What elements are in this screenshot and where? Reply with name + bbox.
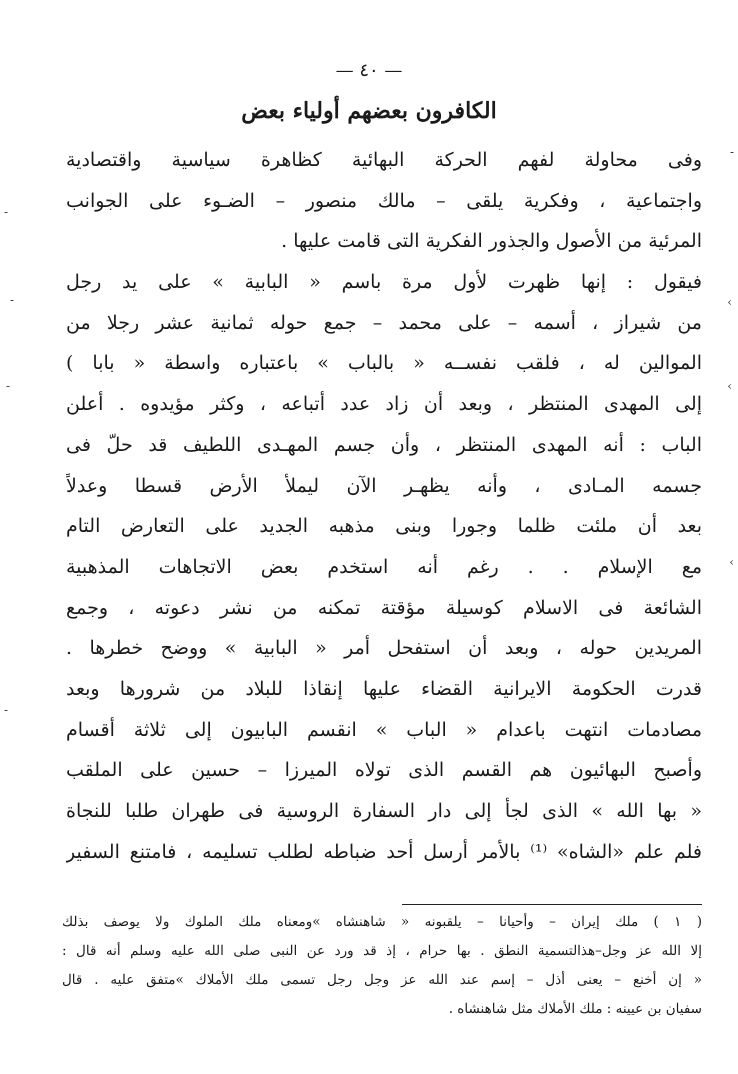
body-line: فيقول : إنها ظهرت لأول مرة باسم « البابية » على يد رجل bbox=[66, 271, 702, 294]
body-text bbox=[66, 140, 702, 872]
body-line: واجتماعية ، وفكرية يلقى – مالك منصور – الضـوء على الجوانب bbox=[66, 189, 702, 212]
body-line: قدرت الحكومة الايرانية القضاء عليها إنقاذا للبلاد من شرورها وبعد bbox=[66, 677, 702, 700]
body-line: جسمه المـادى ، وأنه يظهـر الآن ليملأ الأرض قسطا وعدلاً bbox=[66, 474, 702, 497]
body-line: المرئية من الأصول والجذور الفكرية التى قامت عليها . bbox=[281, 230, 702, 253]
margin-mark: - bbox=[10, 293, 15, 307]
body-line: المريدين حوله ، وبعد أن استفحل أمر « البابية » ووضح خطرها . bbox=[66, 637, 702, 660]
margin-mark: - bbox=[729, 145, 734, 159]
margin-mark: - bbox=[6, 379, 11, 393]
body-line: فلم علم «الشاه» ⁽¹⁾ بالأمر أرسل أحد ضباطه لطلب تسليمه ، فامتنع السفير bbox=[66, 840, 702, 863]
margin-mark: - bbox=[4, 703, 9, 717]
body-line: « بها الله » الذى لجأ إلى دار السفارة الروسية فى طهران طلبا للنجاة bbox=[66, 800, 702, 822]
footnotes bbox=[62, 908, 702, 1024]
page-number: — ٤٠ — bbox=[335, 60, 403, 81]
body-line: بعد أن ملئت ظلما وجورا وبنى مذهبه الجديد على التعارض التام bbox=[66, 515, 702, 538]
footnote-line: « إن أخنع – يعنى أذل – إسم عند الله عز وجل رجل تسمى ملك الأملاك »متفق عليه . قال bbox=[62, 972, 702, 988]
footnote-line: سفيان بن عيينه : ملك الأملاك مثل شاهنشاه . bbox=[448, 1001, 702, 1017]
footnote-separator bbox=[402, 904, 702, 905]
body-line: الشائعة فى الاسلام كوسيلة مؤقتة تمكنه من نشر دعوته ، وجمع bbox=[66, 596, 702, 619]
chapter-title: الكافرون بعضهم أولياء بعض bbox=[241, 98, 497, 124]
margin-mark: - bbox=[4, 205, 9, 219]
margin-mark: ‹ bbox=[727, 295, 732, 309]
body-line: وفى محاولة لفهم الحركة البهائية كظاهرة سياسية واقتصادية bbox=[66, 149, 702, 171]
body-line: الباب : أنه المهدى المنتظر ، وأن جسم المهـدى اللطيف قد حلّ فى bbox=[66, 433, 702, 456]
body-line: مع الإسلام . . رغم أنه استخدم بعض الاتجاهات المذهبية bbox=[66, 555, 702, 578]
body-line: إلى المهدى المنتظر ، وبعد أن زاد عدد أتباعه ، وكثر مؤيدوه . أعلن bbox=[66, 393, 702, 416]
body-line: وأصبح البهائيون هم القسم الذى تولاه الميرزا – حسين على الملقب bbox=[66, 759, 702, 782]
body-line: الموالين له ، فلقب نفســه « بالباب » باعتباره واسطة « بابا ) bbox=[66, 352, 702, 375]
body-line: مصادمات انتهت باعدام « الباب » انقسم البابيون إلى ثلاثة أقسام bbox=[66, 718, 702, 741]
footnote-line: إلا الله عز وجل–هذالتسمية النطق . بها حرام ، إذ قد ورد عن النبى صلى الله عليه وسلم أنه قال : bbox=[62, 943, 702, 959]
body-line: من شيراز ، أسمه – على محمد – جمع حوله ثمانية عشر رجلا من bbox=[66, 311, 702, 334]
margin-mark: ‹ bbox=[729, 555, 734, 569]
footnote-line: ( ١ ) ملك إيران – وأحيانا – يلقبونه « شاهنشاه »ومعناه ملك الملوك ولا يوصف بذلك bbox=[62, 914, 702, 930]
margin-mark: ‹ bbox=[727, 379, 732, 393]
